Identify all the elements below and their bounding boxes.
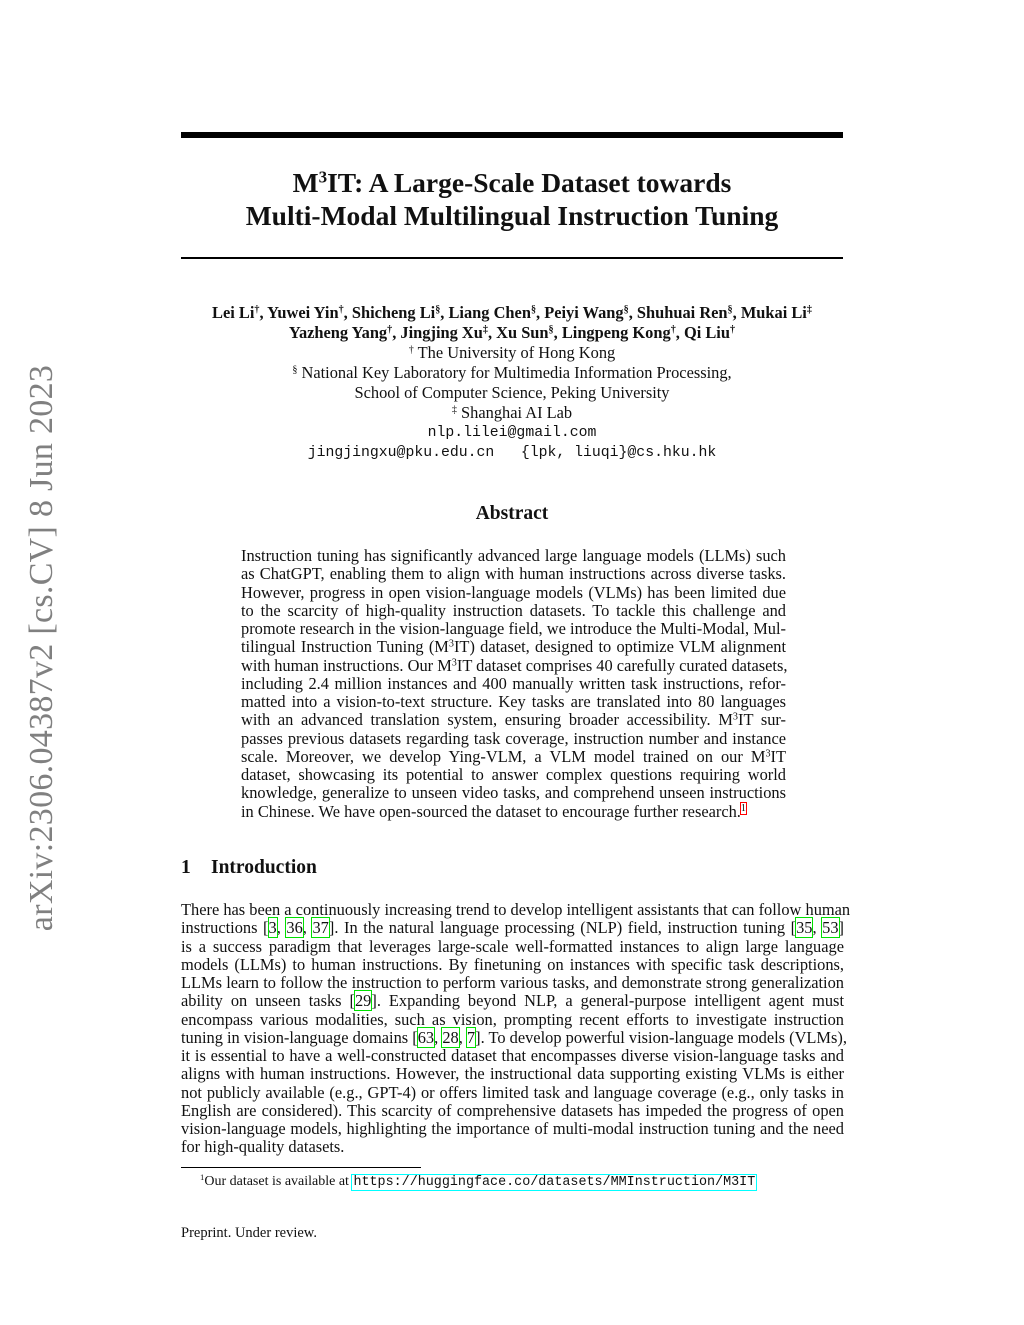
- text-line: aligns with human instructions. However, the instructional data supporting existing VLMs is either: [181, 1064, 844, 1084]
- text-line: not publicly available (e.g., GPT-4) or offers limited task and language coverage (e.g., only tasks in: [181, 1082, 844, 1102]
- title-top-rule: [181, 132, 843, 138]
- footnote-rule: [181, 1167, 421, 1168]
- affiliation-mark: §: [530, 304, 537, 316]
- text-line: for high-quality datasets.: [181, 1137, 345, 1157]
- text-line: scale. Moreover, we develop Ying-VLM, a VLM model trained on our $M^3IT$: [241, 746, 786, 766]
- text-line: in Chinese. We have open-sourced the dataset to encourage further research.$^1$: [241, 801, 746, 821]
- author-name: Mukai Li: [740, 303, 807, 322]
- affiliation-mark: †: [254, 304, 260, 316]
- citation-link[interactable]: 36: [286, 918, 303, 938]
- affiliation: [181, 363, 843, 383]
- affiliation-mark: ‡: [806, 304, 812, 316]
- affiliation-text: The University of Hong Kong: [417, 343, 616, 362]
- text-line: knowledge, generalize to unseen video tasks, and comprehend unseen instructions: [241, 783, 786, 803]
- abstract-body: [241, 547, 786, 821]
- affiliation-mark: ‡: [482, 324, 488, 336]
- affiliation-mark: †: [387, 324, 393, 336]
- affiliation-mark: †: [338, 304, 344, 316]
- author-name: Yazheng Yang: [288, 323, 388, 342]
- author-name: Liang Chen: [448, 303, 531, 322]
- author-line-1: Lei Li†, Yuwei Yin†, Shicheng Li§, Liang Chen§, Peiyi Wang§, Shuhuai Ren§, Mukai Li‡: [212, 303, 812, 322]
- text-line: is a success paradigm that leverages large-scale well-formatted instances to align large language: [181, 936, 844, 956]
- author-name: Shuhuai Ren: [636, 303, 728, 322]
- author-name: Yuwei Yin: [267, 303, 339, 322]
- text-line: encompass various modalities, such as vision, prompting recent efforts to investigate instruction: [181, 1009, 844, 1029]
- author-name: Qi Liu: [683, 323, 730, 342]
- title-part: M: [292, 167, 319, 198]
- affiliation-mark: §: [292, 364, 298, 376]
- affiliation-text: Shanghai AI Lab: [461, 403, 573, 422]
- superscript: 3: [765, 748, 771, 760]
- text-line: instructions [3, 36, 37]. In the natural language processing (NLP) field, instruction tuning [35, 53]: [181, 918, 844, 938]
- text-line: English are considered). This scarcity of comprehensive datasets has impeded the progress of open: [181, 1100, 844, 1120]
- author-block: [181, 303, 843, 463]
- section-number: 1: [181, 857, 191, 878]
- footnote-link[interactable]: 1: [740, 802, 746, 814]
- superscript: 3: [732, 711, 738, 723]
- affiliation-mark: ‡: [451, 404, 457, 416]
- text-line: with human instructions. Our $M^3IT$ dataset comprises 40 carefully curated datasets,: [241, 655, 788, 675]
- affiliation-mark: §: [548, 324, 554, 336]
- section-heading-introduction: [181, 857, 317, 879]
- text-line: tilingual Instruction Tuning $(M^3IT)$ dataset, designed to optimize VLM alignment: [241, 637, 786, 657]
- superscript: 3: [451, 656, 457, 668]
- affiliation-mark: §: [623, 304, 629, 316]
- author-name: Peiyi Wang: [544, 303, 624, 322]
- footnote-mark: 1: [200, 1172, 205, 1183]
- author-name: Shicheng Li: [351, 303, 436, 322]
- title-bottom-rule: [181, 257, 843, 259]
- affiliation-mark: †: [408, 344, 414, 356]
- text-line: models (LLMs) to human instructions. By finetuning on instances with specific task descriptions,: [181, 954, 844, 974]
- text-line: vision-language models, highlighting the importance of multi-modal instruction tuning and the need: [181, 1119, 844, 1138]
- citation-link[interactable]: 28: [442, 1027, 459, 1047]
- affiliation-mark: †: [729, 324, 736, 336]
- text-line: Instruction tuning has significantly advanced large language models (LLMs) such: [241, 546, 786, 565]
- affiliation-mark: †: [670, 324, 676, 336]
- text-line: promote research in the vision-language field, we introduce the Multi-Modal, Mul-: [241, 619, 786, 638]
- affiliation-text: School of Computer Science, Peking University: [354, 383, 670, 402]
- affiliation: [181, 383, 843, 403]
- citation-link[interactable]: 37: [312, 918, 329, 938]
- text-line: tuning in vision-language domains [63, 28, 7]. To develop powerful vision-language models (VLMs),: [181, 1027, 847, 1047]
- author-line-2: Yazheng Yang†, Jingjing Xu‡, Xu Sun§, Lingpeng Kong†, Qi Liu†: [288, 323, 736, 342]
- citation-link[interactable]: 29: [354, 991, 372, 1011]
- section-title: Introduction: [211, 857, 317, 878]
- dataset-url-link[interactable]: https://huggingface.co/datasets/MMInstruction/M3IT: [353, 1175, 756, 1190]
- citation-link[interactable]: 53: [822, 918, 839, 938]
- email-2: jingjingxu@pku.edu.cn {lpk, liuqi}@cs.hku.hk: [307, 445, 717, 461]
- author-name: Xu Sun: [496, 323, 549, 342]
- title-part: IT: A Large-Scale Dataset towards: [327, 167, 732, 198]
- citation-link[interactable]: 3: [268, 918, 277, 938]
- arxiv-stamp: arXiv:2306.04387v2 [cs.CV] 8 Jun 2023: [23, 364, 60, 932]
- superscript: 3: [448, 638, 454, 650]
- text-line: as ChatGPT, enabling them to align with human instructions across diverse tasks.: [241, 564, 786, 584]
- affiliations: [181, 343, 843, 423]
- paper-title: [181, 166, 843, 232]
- title-superscript: 3: [318, 167, 328, 187]
- author-name: Jingjing Xu: [400, 323, 483, 342]
- text-line: it is essential to have a well-constructed dataset that encompasses diverse vision-language tasks and: [181, 1046, 844, 1065]
- text-line: passes previous datasets regarding task coverage, instruction number and instance: [241, 728, 786, 748]
- text-line: However, progress in open vision-language models (VLMs) has been limited due: [241, 582, 786, 602]
- text-line: There has been a continuously increasing trend to develop intelligent assistants that can follow human: [181, 900, 851, 919]
- text-line: LLMs learn to follow the instruction to perform various tasks, and demonstrate strong generalization: [181, 973, 844, 992]
- text-line: including 2.4 million instances and 400 manually written task instructions, refor-: [241, 673, 786, 693]
- author-name: Lei Li: [212, 303, 255, 322]
- preprint-notice: Preprint. Under review.: [181, 1225, 317, 1241]
- email-1: nlp.lilei@gmail.com: [427, 425, 597, 441]
- text-line: with an advanced translation system, ensuring broader accessibility. $M^3IT$ sur-: [241, 710, 787, 730]
- text-line: dataset, showcasing its potential to answer complex questions requiring world: [241, 765, 786, 784]
- author-name: Lingpeng Kong: [561, 323, 671, 342]
- affiliation-mark: §: [435, 304, 441, 316]
- footnote: [200, 1174, 756, 1190]
- affiliation: [181, 403, 843, 423]
- text-line: to the scarcity of high-quality instruction datasets. To tackle this challenge and: [241, 600, 786, 620]
- footnote-text: Our dataset is available at: [204, 1174, 353, 1189]
- abstract-heading: Abstract: [475, 503, 549, 524]
- affiliation-text: National Key Laboratory for Multimedia Information Processing,: [301, 363, 732, 382]
- introduction-body: [181, 900, 851, 1157]
- text-line: matted into a vision-to-text structure. Key tasks are translated into 80 languages: [241, 692, 786, 711]
- affiliation: [181, 343, 843, 363]
- text-line: ability on unseen tasks [29]. Expanding beyond NLP, a general-purpose intelligent agent must: [181, 991, 844, 1011]
- citation-link[interactable]: 35: [796, 918, 813, 938]
- title-line-2: Multi-Modal Multilingual Instruction Tuning: [245, 200, 779, 231]
- affiliation-mark: §: [727, 304, 733, 316]
- citation-link[interactable]: 7: [466, 1027, 476, 1047]
- citation-link[interactable]: 63: [417, 1027, 435, 1047]
